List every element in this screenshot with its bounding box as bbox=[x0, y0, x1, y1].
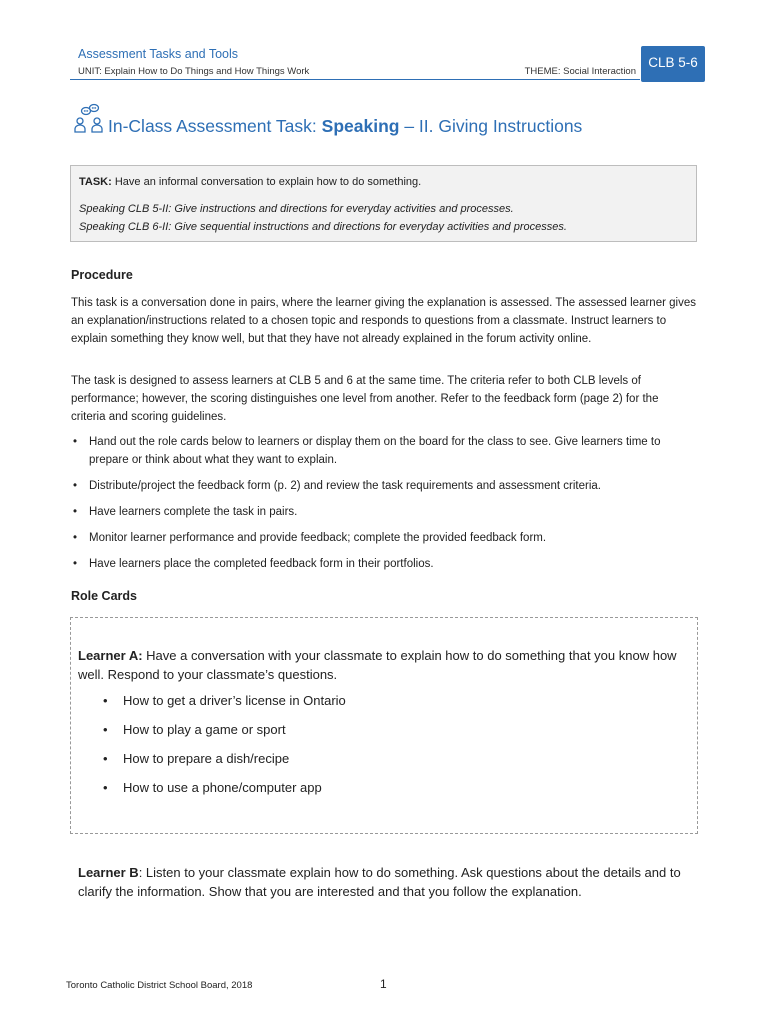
procedure-para-1: This task is a conversation done in pairs, where the learner giving the explanation is assessed. The assessed learner gives an explanation/instructions related to a chosen topic and responds to questions from a classmate. Instruct learners to explain something they know well, but that they have not already explained in the forum activity online. bbox=[71, 297, 696, 345]
list-item: • How to prepare a dish/recipe bbox=[100, 749, 346, 778]
list-item: • How to use a phone/computer app bbox=[100, 778, 346, 807]
list-item: • Distribute/project the feedback form (p. 2) and review the task requirements and assessment criteria. bbox=[70, 477, 698, 495]
title-prefix: In-Class Assessment Task: bbox=[108, 116, 322, 136]
list-item: • Have learners complete the task in pairs. bbox=[70, 503, 698, 521]
people-talking-icon bbox=[73, 102, 105, 134]
list-item: • Monitor learner performance and provide feedback; complete the provided feedback form. bbox=[70, 529, 698, 547]
learner-a-text: Have a conversation with your classmate to explain how to do something that you know how well. Respond to your classmate’s questions. bbox=[78, 648, 677, 682]
page-number: 1 bbox=[380, 977, 387, 991]
role-card-a-topics bbox=[100, 691, 346, 807]
role-card-b bbox=[78, 863, 693, 901]
page-title bbox=[108, 116, 582, 137]
task-text: Have an informal conversation to explain how to do something. bbox=[111, 176, 422, 188]
clb-badge: CLB 5-6 bbox=[641, 46, 705, 82]
header-theme: THEME: Social Interaction bbox=[524, 66, 636, 77]
task-line bbox=[79, 176, 688, 188]
learner-a-label: Learner A: bbox=[78, 648, 143, 663]
learner-b-label: Learner B bbox=[78, 865, 139, 880]
learner-b-text: : Listen to your classmate explain how to do something. Ask questions about the details and to clarify the information. Show that you are interested and that you follow the explanation. bbox=[78, 865, 681, 899]
task-clb5: Speaking CLB 5-II: Give instructions and directions for everyday activities and processes. bbox=[79, 203, 514, 215]
procedure-heading: Procedure bbox=[71, 268, 133, 282]
procedure-bullets bbox=[70, 433, 698, 581]
task-box bbox=[70, 165, 697, 242]
procedure-para-2: The task is designed to assess learners at CLB 5 and 6 at the same time. The criteria refer to both CLB levels of performance; however, the scoring distinguishes one level from another. Refer to the feedback form (page 2) for the criteria and scoring guidelines. bbox=[71, 375, 659, 423]
list-item: • How to play a game or sport bbox=[100, 720, 346, 749]
list-item: • Hand out the role cards below to learners or display them on the board for the class to see. Give learners time to prepare or think about what they want to explain. bbox=[70, 433, 698, 469]
title-strong: Speaking bbox=[321, 116, 400, 136]
list-item: • How to get a driver’s license in Ontario bbox=[100, 691, 346, 720]
task-label: TASK: bbox=[79, 176, 112, 188]
title-suffix: – II. Giving Instructions bbox=[399, 116, 583, 136]
footer-org: Toronto Catholic District School Board, 2018 bbox=[66, 980, 253, 991]
header-rule bbox=[70, 79, 640, 80]
role-card-a bbox=[78, 646, 693, 684]
role-cards-heading: Role Cards bbox=[71, 589, 137, 603]
header-unit: UNIT: Explain How to Do Things and How Things Work bbox=[78, 66, 310, 77]
task-clb6: Speaking CLB 6-II: Give sequential instructions and directions for everyday activities and processes. bbox=[79, 221, 567, 233]
header-title: Assessment Tasks and Tools bbox=[78, 47, 239, 61]
list-item: • Have learners place the completed feedback form in their portfolios. bbox=[70, 555, 698, 573]
